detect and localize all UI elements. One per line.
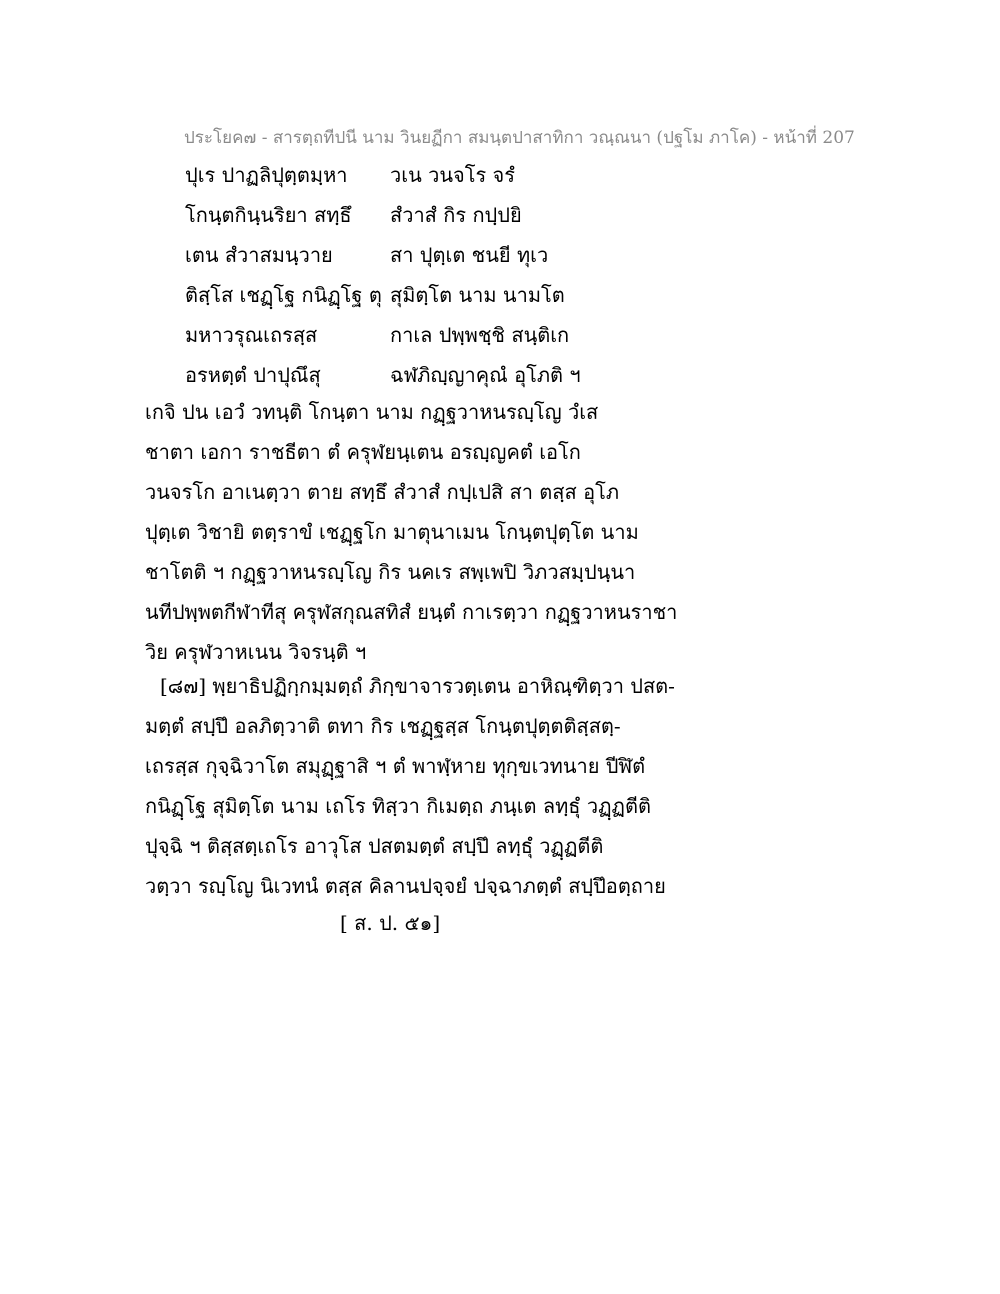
verse-line (185, 195, 785, 235)
paragraph-line: วตฺวา รญฺโญ นิเวทนํ ตสฺส คิลานปจฺจยํ ปจฺฉาภตฺตํ สปฺปึอตฺถาย (145, 874, 666, 898)
verse-line (185, 155, 785, 195)
verse-second-half: สุมิตฺโต นาม นามโต (390, 283, 565, 307)
verse-second-half: วเน วนจโร จรํ (390, 163, 516, 187)
verse-block (185, 155, 785, 395)
paragraph-line: [๘๗] พฺยาธิปฏิกฺกมฺมตฺถํ ภิกฺขาจารวตฺเตน อาหิณฺฑิตฺวา ปสต- (160, 674, 675, 698)
paragraph-line: ปุตฺเต วิชายิ ตตฺราขํ เชฏฺฐโก มาตุนาเมน โกนฺตปุตฺโต นาม (145, 520, 639, 544)
paragraph-line: เกจิ ปน เอวํ วทนฺติ โกนฺตา นาม กฏฺฐวาหนรญฺโญ วํเส (145, 400, 599, 424)
paragraph-line: วนจรโก อาเนตฺวา ตาย สทฺธึ สํวาสํ กปฺเปสิ สา ตสฺส อุโภ (145, 480, 620, 504)
verse-second-half: สา ปุตฺเต ชนยี ทุเว (390, 243, 549, 267)
verse-first-half: อรหตฺตํ ปาปุณึสุ (185, 363, 321, 387)
paragraph-87 (145, 666, 705, 906)
paragraph-commentary (145, 392, 705, 672)
paragraph-line: มตฺตํ สปฺปึ อลภิตฺวาติ ตทา กิร เชฏฺฐสฺส โกนฺตปุตฺตติสฺสตฺ- (145, 714, 621, 738)
verse-line (185, 235, 785, 275)
verse-second-half: สํวาสํ กิร กปฺปยิ (390, 203, 522, 227)
verse-second-half: ฉฬภิญฺญาคุณํ อุโภติ ฯ (390, 363, 581, 387)
verse-line (185, 315, 785, 355)
paragraph-line: ชาโตติ ฯ กฏฺฐวาหนรญฺโญ กิร นคเร สพฺเพปิ วิภวสมฺปนฺนา (145, 560, 636, 584)
paragraph-line: ปุจฺฉิ ฯ ติสฺสตฺเถโร อาวุโส ปสตมตฺตํ สปฺปึ ลทฺธุํ วฏฺฏตีติ (145, 834, 604, 858)
verse-line (185, 355, 785, 395)
verse-line (185, 275, 785, 315)
paragraph-line: กนิฏฺโฐ สุมิตฺโต นาม เถโร ทิสฺวา กิเมตฺถ ภนฺเต ลทฺธุํ วฏฺฏตีติ (145, 794, 651, 818)
verse-first-half: เตน สํวาสมนฺวาย (185, 243, 333, 267)
page-reference: [ ส. ป. ๕๑] (340, 911, 441, 935)
paragraph-line: นทีปพฺพตกีฬาทีสุ ครุฬสกุณสทิสํ ยนฺตํ กาเรตฺวา กฏฺฐวาหนราชา (145, 600, 678, 624)
paragraph-line: เถรสฺส กุจฺฉิวาโต สมุฏฺฐาสิ ฯ ตํ พาฬฺหาย ทุกฺขเวทนาย ปีฬิตํ (145, 754, 646, 778)
paragraph-line: วิย ครุฬวาหเนน วิจรนฺติ ฯ (145, 640, 367, 664)
paragraph-line: ชาตา เอกา ราชธีตา ตํ ครุฬยนฺเตน อรญฺญคตํ เอโก (145, 440, 581, 464)
verse-second-half: กาเล ปพฺพชฺชิ สนฺติเก (390, 323, 570, 347)
page-header: ประโยค๗ - สารตฺถทีปนี นาม วินยฏีกา สมนฺตปาสาทิกา วณฺณนา (ปฐโม ภาโค) - หน้าที่ 207 (184, 128, 855, 148)
verse-first-half: มหาวรุณเถรสฺส (185, 323, 318, 347)
verse-first-half: โกนฺตกินฺนริยา สทฺธึ (185, 203, 352, 227)
verse-first-half: ปุเร ปาฏลิปุตฺตมฺหา (185, 163, 348, 187)
verse-first-half: ติสฺโส เชฏฺโฐ กนิฏฺโฐ ตุ (185, 283, 382, 307)
